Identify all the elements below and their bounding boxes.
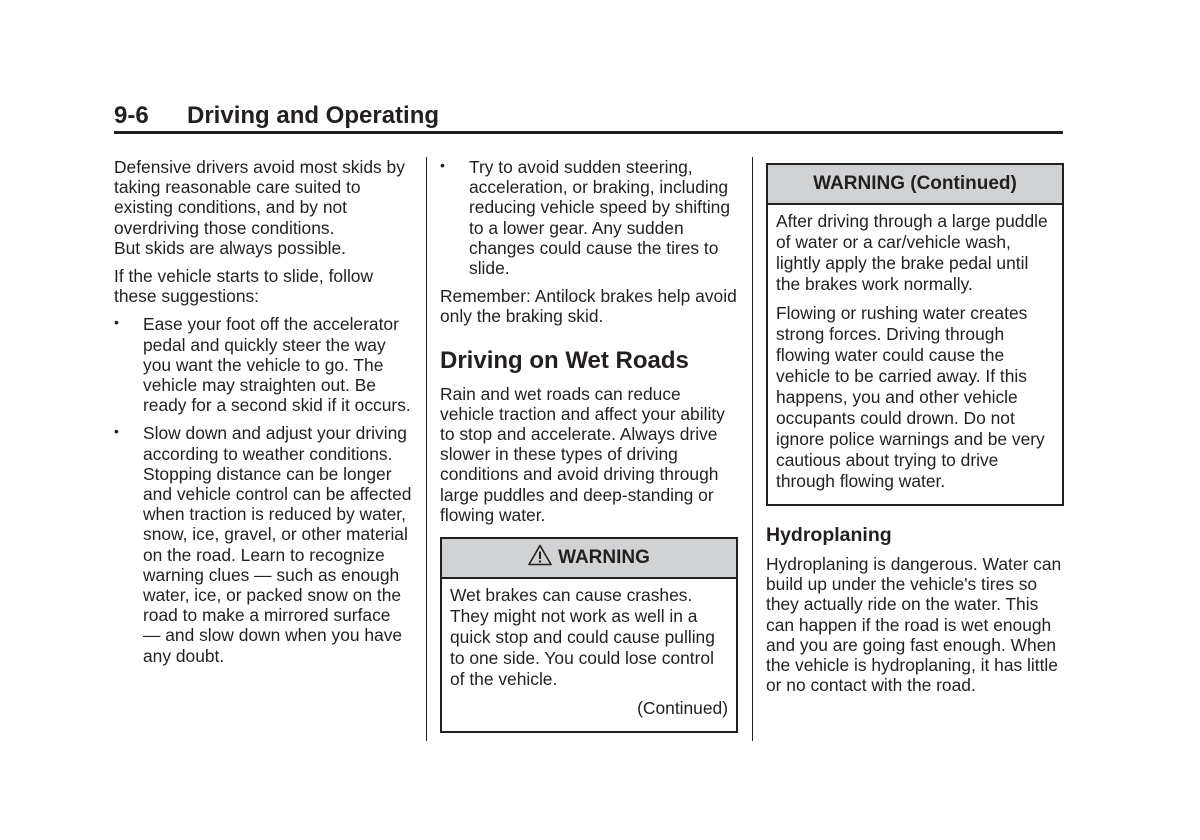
list-item-text: Try to avoid sudden steering, acceleration, or braking, including reducing vehicle speed by shifting to a lower gear. Any sudden changes could cause the tires to slide. <box>469 157 731 279</box>
warning-header: WARNING (Continued) <box>768 165 1062 205</box>
paragraph: If the vehicle starts to slide, follow these suggestions: <box>114 266 374 307</box>
section-heading: Driving on Wet Roads <box>440 346 689 374</box>
paragraph: But skids are always possible. <box>114 237 346 258</box>
warning-text: Wet brakes can cause crashes. They might not work as well in a quick stop and could cause pulling to one side. You could lose control of the vehicle. <box>450 585 715 690</box>
list-item-text: Ease your foot off the accelerator pedal and quickly steer the way you want the vehicle to go. The vehicle may straighten out. Be ready for a second skid if it occurs. <box>143 314 411 416</box>
warning-body <box>768 205 1062 504</box>
paragraph: Defensive drivers avoid most skids by taking reasonable care suited to existing conditions, and by not overdriving those conditions. <box>114 157 405 238</box>
list-item-text: Slow down and adjust your driving according to weather conditions. Stopping distance can be longer and vehicle control can be affected when traction is reduced by water, snow, ice, gravel, or other material on the road. Learn to recognize warning clues — such as enough water, ice, or packed snow on the road to make a mirrored surface — and slow down when you have any doubt. <box>143 423 412 666</box>
column-3 <box>766 163 1064 703</box>
section-title: Driving and Operating <box>187 102 440 129</box>
bullet-list <box>440 157 738 278</box>
list-item <box>440 157 738 278</box>
column-2 <box>440 157 738 733</box>
warning-box <box>440 537 738 733</box>
warning-header <box>442 539 736 579</box>
warning-text: After driving through a large puddle of water or a car/vehicle wash, lightly apply the brake pedal until the brakes work normally. <box>776 211 1048 294</box>
warning-text: Flowing or rushing water creates strong forces. Driving through flowing water could cause the vehicle to be carried away. If this happens, you and other vehicle occupants could drown. Do not ignore police warnings and be very cautious about trying to drive through flowing water. <box>776 303 1045 491</box>
column-divider <box>752 157 753 741</box>
list-item <box>114 423 412 665</box>
paragraph: Remember: Antilock brakes help avoid only the braking skid. <box>440 286 737 327</box>
bullet-icon: • <box>440 157 445 173</box>
bullet-icon: • <box>114 423 119 440</box>
bullet-icon: • <box>114 314 119 331</box>
warning-body <box>442 579 736 731</box>
list-item <box>114 314 412 415</box>
subsection-heading: Hydroplaning <box>766 524 892 546</box>
paragraph: Hydroplaning is dangerous. Water can build up under the vehicle's tires so they actually ride on the water. This can happen if the road is wet enough and you are going fast enough. When the vehicle is hydroplaning, it has little or no contact with the road. <box>766 554 1062 696</box>
continued-label: (Continued) <box>637 698 728 719</box>
page-number: 9-6 <box>114 102 149 129</box>
warning-continued-box <box>766 163 1064 506</box>
paragraph: Rain and wet roads can reduce vehicle traction and affect your ability to stop and accelerate. Always drive slower in these types of driving conditions and avoid driving through large puddles and deep-standing or flowing water. <box>440 383 725 525</box>
page-header <box>114 100 1063 134</box>
warning-title: WARNING <box>558 547 650 569</box>
column-1 <box>114 157 412 674</box>
column-divider <box>426 157 427 741</box>
bullet-list <box>114 314 412 665</box>
warning-triangle-icon <box>528 544 552 566</box>
